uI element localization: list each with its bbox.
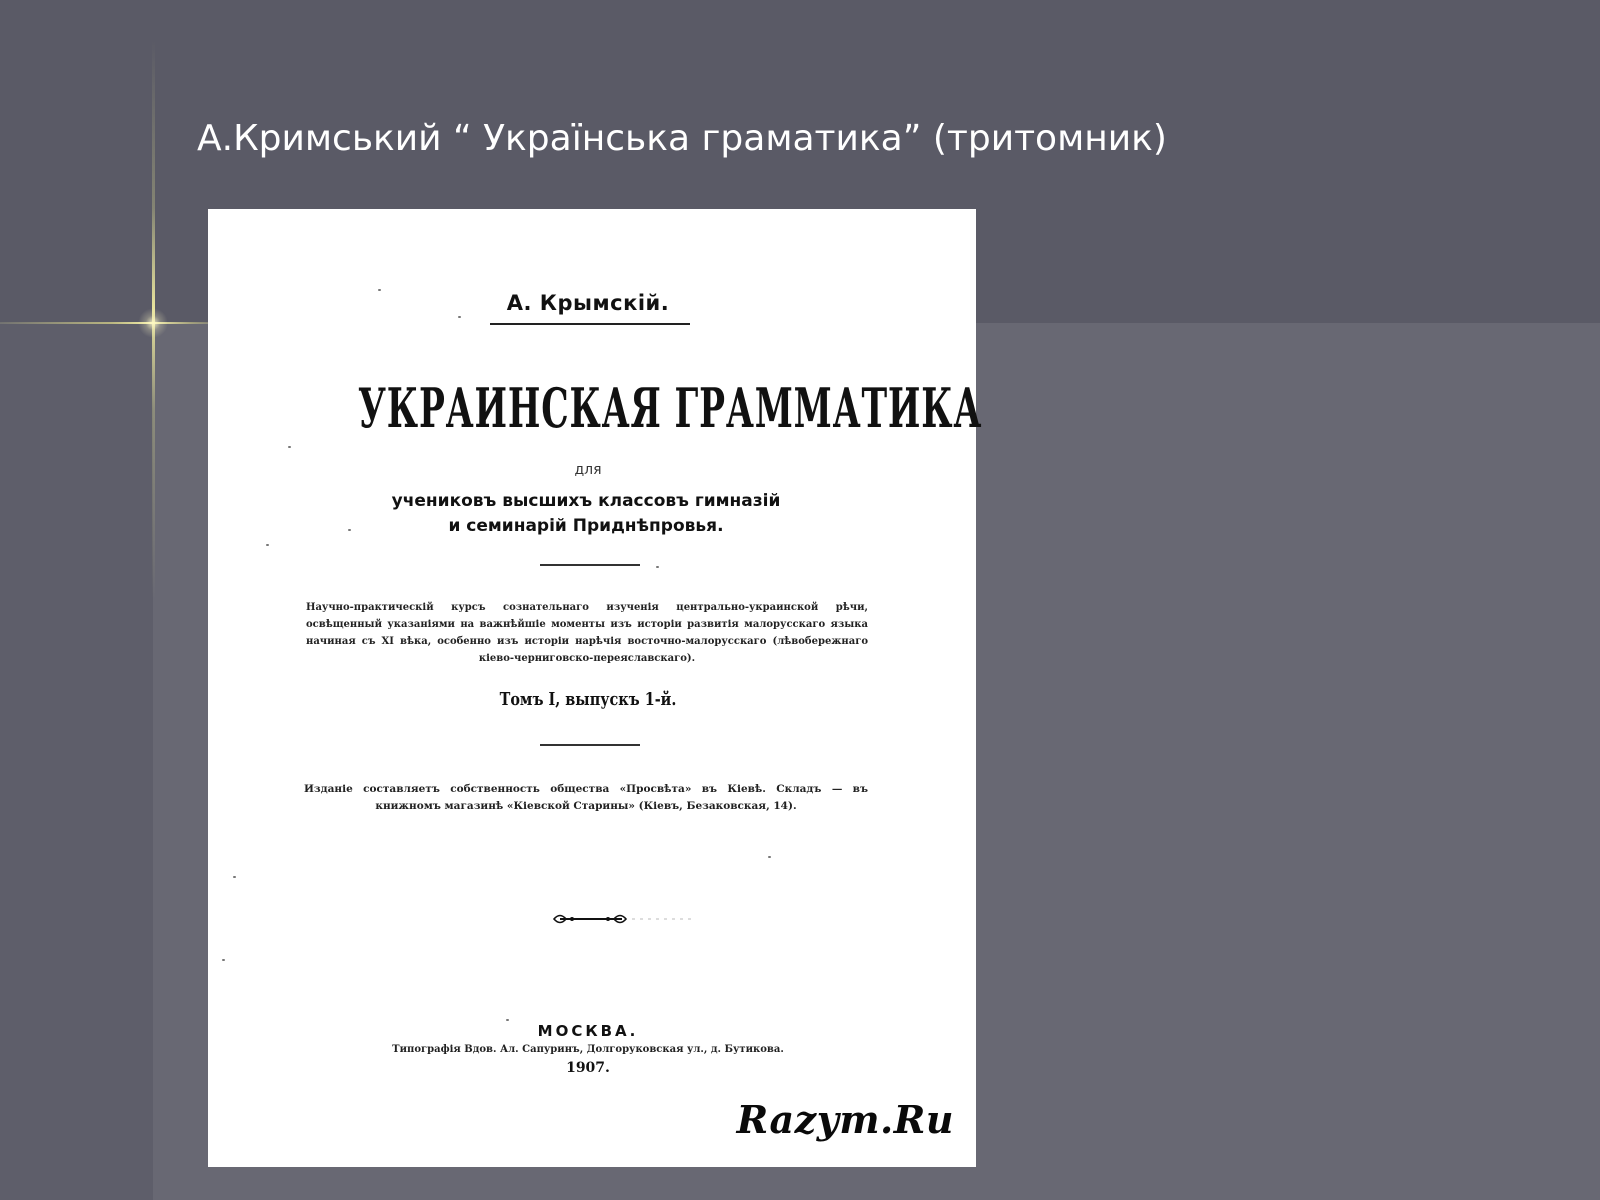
print-speck [458,316,461,318]
slide-title: А.Кримський “ Українська граматика” (тритомник) [197,118,1167,159]
print-speck [348,529,351,531]
print-speck [222,959,225,961]
printer-line: Типографія Вдов. Ал. Сапуринъ, Долгоруковская ул., д. Бутикова. [392,1044,784,1055]
print-speck [656,566,659,568]
publication-city: МОСКВА. [537,1022,639,1040]
book-subtitle-line1: учениковъ высшихъ классовъ гимназій [391,491,781,511]
book-author: А. Крымскій. [506,291,670,315]
book-title: УКРАИНСКАЯ ГРАММАТИКА [358,376,983,441]
book-subtitle-line2: и семинарій Приднѣпровья. [448,516,724,536]
print-speck [768,856,771,858]
print-speck [233,876,236,878]
accent-cross-glow [138,308,168,338]
publisher-note: Изданіе составляетъ собственность общества «Просвѣта» въ Кіевѣ. Складъ — въ книжномъ магазинѣ «Кіевской Старины» (Кіевъ, Безаковская, 14). [304,783,868,812]
print-speck [288,446,291,448]
book-volume: Томъ I, выпускъ 1-й. [499,689,677,710]
print-speck [266,544,269,546]
watermark-logo: Razym.Ru [736,1097,954,1142]
book-for-word: для [574,462,602,478]
book-title-page-image [208,209,983,1167]
print-speck [506,1019,509,1021]
slide-left-lower-band [0,323,153,1200]
divider-rule [540,564,640,566]
author-underline [490,323,690,325]
ornament-flourish [552,909,702,929]
divider-rule [540,744,640,746]
publication-year: 1907. [566,1060,610,1076]
print-speck [378,289,381,291]
book-subtitle [328,489,844,539]
book-description: Научно-практическій курсъ сознательнаго изученія центрально-украинской рѣчи, освѣщенный указаніями на важнѣйшіе моменты изъ исторіи развитія малорусскаго языка начиная съ XI вѣка, особенно изъ исторіи нарѣчія восточно-малорусскаго (лѣвобережнаго кіево-черниговско-переяславскаго). [306,602,868,664]
